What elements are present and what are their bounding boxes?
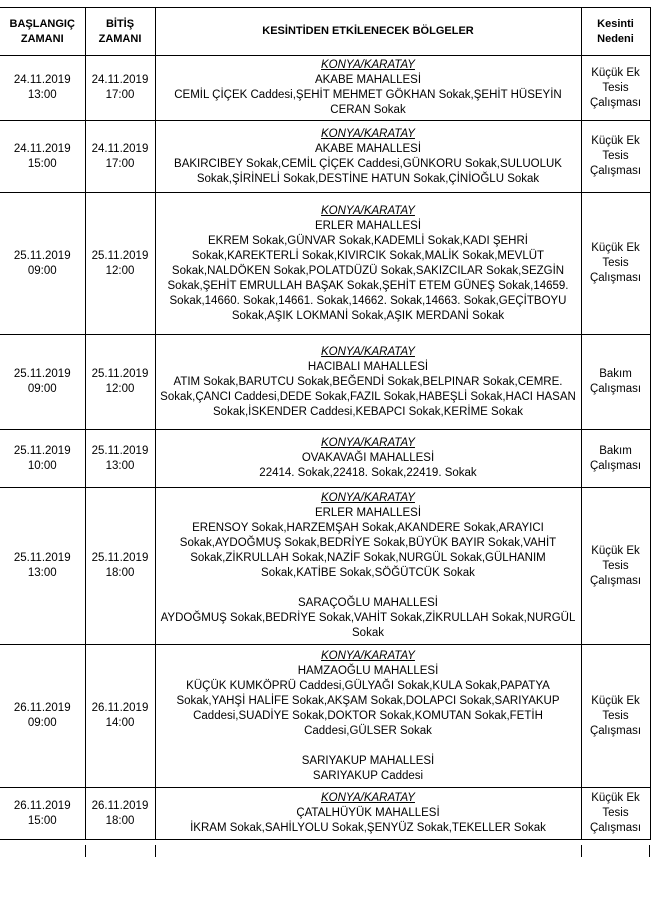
start-hour: 09:00 [27, 383, 57, 395]
start-time-cell [0, 335, 85, 430]
start-time-cell [0, 788, 85, 840]
neighborhood-name: AKABE MAHALLESİ [314, 74, 422, 86]
start-date: 26.11.2019 [13, 702, 71, 714]
table-row [0, 121, 650, 193]
regions-cell [155, 335, 581, 430]
regions-cell [155, 488, 581, 645]
start-date: 25.11.2019 [13, 249, 71, 262]
end-hour: 12:00 [105, 264, 135, 277]
neighborhood-name: SARIYAKUP MAHALLESİ [301, 754, 435, 767]
neighborhood-block [158, 360, 579, 420]
neighborhood-block [158, 142, 579, 187]
start-date: 26.11.2019 [13, 799, 71, 812]
reason-cell: Bakım Çalışması [581, 335, 650, 430]
start-hour: 15:00 [27, 814, 57, 827]
end-hour: 13:00 [105, 459, 135, 472]
end-time-cell [85, 788, 155, 840]
start-hour: 09:00 [27, 264, 57, 277]
neighborhood-block [158, 451, 579, 481]
neighborhood-name: HACIBALI MAHALLESİ [307, 360, 429, 373]
end-hour: 18:00 [105, 567, 135, 579]
neighborhood-name: OVAKAVAĞI MAHALLESİ [301, 452, 435, 464]
end-date: 25.11.2019 [91, 552, 149, 564]
street-list: BAKIRCIBEY Sokak,CEMİL ÇİÇEK Caddesi,GÜNKORU Sokak,SULUOLUK Sokak,ŞİRİNELİ Sokak,DESTİNE HATUN Sokak,ÇİNİOĞLU Sokak [174, 157, 562, 185]
outage-table [0, 7, 651, 840]
regions-cell [155, 788, 581, 840]
neighborhood-name: ÇATALHÜYÜK MAHALLESİ [296, 807, 440, 819]
reason-cell: Bakım Çalışması [581, 430, 650, 488]
street-list: KÜÇÜK KUMKÖPRÜ Caddesi,GÜLYAĞI Sokak,KULA Sokak,PAPATYA Sokak,YAHŞİ HALİFE Sokak,AKŞAM Sokak,DOLAPCI Sokak,SARIYAKUP Caddesi,SUADİYE Sokak,DOKTOR Sokak,KOMUTAN Sokak,FETİH Caddesi,GÜLSER Sokak [176, 679, 560, 737]
regions-cell [155, 645, 581, 788]
neighborhood-block [158, 219, 579, 324]
end-hour: 14:00 [105, 717, 135, 729]
street-list: İKRAM Sokak,SAHİLYOLU Sokak,ŞENYÜZ Sokak,TEKELLER Sokak [190, 822, 546, 834]
start-time-cell [0, 193, 85, 335]
street-list: ATIM Sokak,BARUTCU Sokak,BEĞENDİ Sokak,BELPINAR Sokak,CEMRE. Sokak,ÇANCI Caddesi,DEDE Sokak,FAZIL Sokak,HABEŞLİ Sokak,HACI HASAN Sokak,İSKENDER Caddesi,KEBAPCI Sokak,KERİME Sokak [160, 375, 576, 418]
end-date: 24.11.2019 [91, 142, 149, 155]
end-hour: 12:00 [105, 383, 135, 395]
city-district: KONYA/KARATAY [321, 59, 415, 71]
neighborhood-name: AKABE MAHALLESİ [314, 142, 422, 155]
end-time-cell [85, 335, 155, 430]
neighborhood-block [158, 806, 579, 836]
neighborhood-name: ERLER MAHALLESİ [314, 507, 422, 519]
regions-cell [155, 430, 581, 488]
header-start-time: BAŞLANGIÇ ZAMANI [0, 8, 85, 56]
table-row [0, 193, 650, 335]
start-hour: 15:00 [27, 157, 57, 170]
end-date: 26.11.2019 [91, 799, 149, 812]
reason-cell: Küçük Ek Tesis Çalışması [581, 788, 650, 840]
end-date: 24.11.2019 [91, 74, 149, 86]
end-date: 25.11.2019 [91, 444, 149, 457]
neighborhood-block [158, 664, 579, 739]
street-list: 22414. Sokak,22418. Sokak,22419. Sokak [259, 467, 477, 479]
city-district: KONYA/KARATAY [321, 649, 415, 662]
city-district: KONYA/KARATAY [321, 437, 415, 449]
reason-cell: Küçük Ek Tesis Çalışması [581, 121, 650, 193]
neighborhood-name: HAMZAOĞLU MAHALLESİ [297, 664, 439, 677]
start-time-cell [0, 488, 85, 645]
end-time-cell [85, 488, 155, 645]
table-row [0, 645, 650, 788]
start-date: 25.11.2019 [13, 368, 71, 380]
start-date: 24.11.2019 [13, 142, 71, 155]
regions-cell [155, 121, 581, 193]
neighborhood-block [158, 596, 579, 641]
city-district: KONYA/KARATAY [321, 127, 415, 140]
street-list: EKREM Sokak,GÜNVAR Sokak,KADEMLİ Sokak,KADI ŞEHRİ Sokak,KAREKTERLİ Sokak,KIVIRCIK Sokak,MALİK Sokak,MEVLÜT Sokak,NALDÖKEN Sokak,POLATDÜZÜ Sokak,SAKIZCILAR Sokak,SEZGİN Sokak,ŞEHİT EMRULLAH BAŞAK Sokak,ŞEHİT ETEM GÜNEŞ Sokak,14659. Sokak,14660. Sokak,14661. Sokak,14662. Sokak,14663. Sokak,GEÇİTBOYU Sokak,AŞIK LOKMANİ Sokak,AŞIK MERDANİ Sokak [167, 234, 569, 322]
start-hour: 10:00 [27, 459, 57, 472]
neighborhood-block [158, 506, 579, 581]
start-time-cell [0, 121, 85, 193]
end-time-cell [85, 430, 155, 488]
neighborhood-name: SARAÇOĞLU MAHALLESİ [298, 597, 438, 609]
reason-cell: Küçük Ek Tesis Çalışması [581, 56, 650, 121]
table-row [0, 56, 650, 121]
start-hour: 09:00 [27, 717, 57, 729]
table-row [0, 430, 650, 488]
start-date: 25.11.2019 [13, 444, 71, 457]
start-hour: 13:00 [27, 567, 57, 579]
end-time-cell [85, 193, 155, 335]
start-time-cell [0, 430, 85, 488]
header-end-time: BİTİŞ ZAMANI [85, 8, 155, 56]
table-body [0, 56, 650, 840]
street-list: ERENSOY Sokak,HARZEMŞAH Sokak,AKANDERE Sokak,ARAYICI Sokak,AYDOĞMUŞ Sokak,BEDRİYE Sokak,BÜYÜK BAYIR Sokak,VAHİT Sokak,ZİKRULLAH Sokak,NAZİF Sokak,NURGÜL Sokak,GÜLHANIM Sokak,KATİBE Sokak,SÖĞÜTCÜK Sokak [179, 522, 557, 579]
table-row [0, 335, 650, 430]
street-list: SARIYAKUP Caddesi [312, 769, 424, 782]
reason-cell: Küçük Ek Tesis Çalışması [581, 645, 650, 788]
regions-cell [155, 193, 581, 335]
neighborhood-block [158, 73, 579, 118]
street-list: AYDOĞMUŞ Sokak,BEDRİYE Sokak,VAHİT Sokak,ZİKRULLAH Sokak,NURGÜL Sokak [160, 612, 576, 639]
neighborhood-block [158, 754, 579, 784]
neighborhood-name: ERLER MAHALLESİ [314, 219, 422, 232]
table-continuation [0, 845, 650, 857]
end-date: 25.11.2019 [91, 368, 149, 380]
reason-cell: Küçük Ek Tesis Çalışması [581, 488, 650, 645]
end-hour: 18:00 [105, 814, 135, 827]
header-reason: Kesinti Nedeni [581, 8, 650, 56]
end-time-cell [85, 56, 155, 121]
end-time-cell [85, 121, 155, 193]
end-time-cell [85, 645, 155, 788]
start-date: 25.11.2019 [13, 552, 71, 564]
end-hour: 17:00 [105, 89, 135, 101]
end-hour: 17:00 [105, 157, 135, 170]
reason-cell: Küçük Ek Tesis Çalışması [581, 193, 650, 335]
start-time-cell [0, 645, 85, 788]
city-district: KONYA/KARATAY [321, 204, 415, 217]
table-row [0, 488, 650, 645]
street-list: CEMİL ÇİÇEK Caddesi,ŞEHİT MEHMET GÖKHAN Sokak,ŞEHİT HÜSEYİN CERAN Sokak [174, 89, 562, 116]
start-hour: 13:00 [27, 89, 57, 101]
end-date: 25.11.2019 [91, 249, 149, 262]
table-row [0, 788, 650, 840]
end-date: 26.11.2019 [91, 702, 149, 714]
start-date: 24.11.2019 [13, 74, 71, 86]
city-district: KONYA/KARATAY [321, 792, 415, 804]
regions-cell [155, 56, 581, 121]
city-district: KONYA/KARATAY [321, 492, 415, 504]
start-time-cell [0, 56, 85, 121]
header-affected-regions: KESİNTİDEN ETKİLENECEK BÖLGELER [155, 8, 581, 56]
table-header-row [0, 8, 650, 56]
city-district: KONYA/KARATAY [321, 345, 415, 358]
